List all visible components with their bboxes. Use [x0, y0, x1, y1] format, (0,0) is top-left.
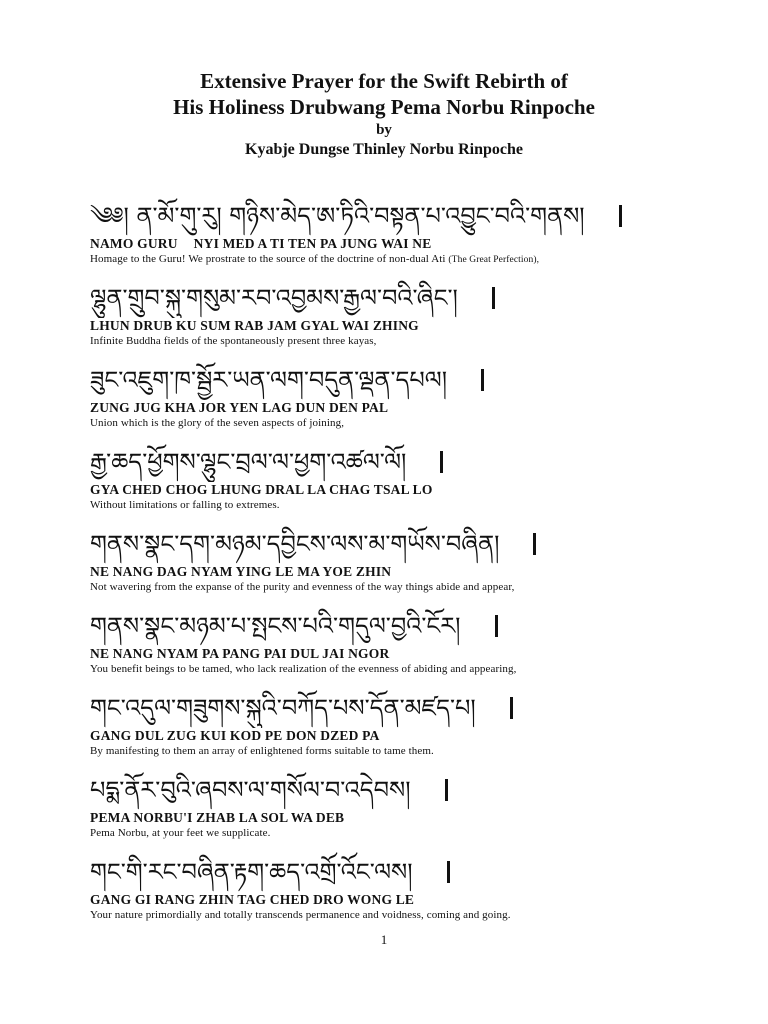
tibetan-line: [90, 356, 710, 400]
tsheg-bar-mark: [492, 287, 495, 309]
tsheg-bar-mark: [447, 861, 450, 883]
tibetan-line: [90, 274, 710, 318]
document-header: [0, 68, 768, 160]
english-translation: Your nature primordially and totally transcends permanence and voidness, coming and going.: [90, 909, 511, 921]
title-line-2: His Holiness Drubwang Pema Norbu Rinpoche: [173, 95, 595, 119]
tibetan-line: [90, 520, 710, 564]
english-translation: Union which is the glory of the seven aspects of joining,: [90, 417, 345, 429]
tibetan-text: གང་འདུལ་གཟུགས་སྐུའི་བཀོད་པས་དོན་མཛད་པ།: [90, 693, 476, 722]
tsheg-bar-mark: [495, 615, 498, 637]
transliteration: GANG GI RANG ZHIN TAG CHED DRO WONG LE: [90, 892, 415, 907]
transliteration: GANG DUL ZUG KUI KOD PE DON DZED PA: [90, 728, 380, 743]
tibetan-line: [90, 438, 710, 482]
transliteration: NE NANG NYAM PA PANG PAI DUL JAI NGOR: [90, 646, 390, 661]
transliteration: LHUN DRUB KU SUM RAB JAM GYAL WAI ZHING: [90, 318, 419, 333]
verse-4: [90, 438, 710, 520]
tibetan-text: ཟུང་འཇུག་ཁ་སྦྱོར་ཡན་ལག་བདུན་ལྡན་དཔལ།: [90, 365, 448, 394]
transliteration: GYA CHED CHOG LHUNG DRAL LA CHAG TSAL LO: [90, 482, 433, 497]
english-text: Homage to the Guru! We prostrate to the source of the doctrine of non-dual Ati: [90, 253, 446, 265]
transliteration: NE NANG DAG NYAM YING LE MA YOE ZHIN: [90, 564, 392, 579]
verse-9: [90, 848, 710, 930]
transliteration: [90, 236, 710, 252]
transliteration-part-a: NAMO GURU: [90, 236, 178, 251]
verse-8: [90, 766, 710, 848]
english-translation: Without limitations or falling to extremes.: [90, 499, 280, 511]
verse-1: [90, 192, 710, 274]
transliteration-part-b: NYI MED A TI TEN PA JUNG WAI NE: [193, 236, 432, 251]
tibetan-text: པདྨ་ནོར་བུའི་ཞབས་ལ་གསོལ་བ་འདེབས།: [90, 775, 411, 804]
english-translation: Not wavering from the expanse of the purity and evenness of the way things abide and appear,: [90, 581, 515, 593]
tibetan-line: [90, 766, 710, 810]
by-line: by: [376, 122, 392, 138]
verse-2: [90, 274, 710, 356]
english-note: (The Great Perfection),: [448, 255, 540, 265]
verse-7: [90, 684, 710, 766]
verse-5: [90, 520, 710, 602]
tibetan-text: གང་གི་རང་བཞིན་རྟག་ཆད་འགྲོ་འོང་ལས།: [90, 857, 413, 886]
title-line-1: Extensive Prayer for the Swift Rebirth of: [200, 69, 568, 93]
tibetan-text: རྒྱ་ཆད་ཕྱོགས་ལྷུང་བྲལ་ལ་ཕྱག་འཚལ་ལོ།: [90, 447, 407, 476]
tsheg-bar-mark: [510, 697, 513, 719]
tsheg-bar-mark: [445, 779, 448, 801]
tibetan-text: གནས་སྣང་དག་མཉམ་དབྱིངས་ལས་མ་གཡོས་བཞིན།: [90, 529, 500, 558]
tibetan-text: གནས་སྣང་མཉམ་པ་སྤངས་པའི་གདུལ་བྱའི་ངོར།: [90, 611, 461, 640]
tibetan-text: ༄༅། ན་མོ་གུ་རུ། གཉིས་མེད་ཨ་ཏིའི་བསྟན་པ་འབྱུང་བའི་གནས།: [90, 201, 585, 230]
tsheg-bar-mark: [533, 533, 536, 555]
tibetan-line: [90, 602, 710, 646]
english-translation: By manifesting to them an array of enlightened forms suitable to tame them.: [90, 745, 434, 757]
tibetan-text: ལྷུན་གྲུབ་སྐུ་གསུམ་རབ་འབྱམས་རྒྱལ་བའི་ཞིང་།: [90, 283, 458, 312]
tsheg-bar-mark: [481, 369, 484, 391]
verse-6: [90, 602, 710, 684]
transliteration: PEMA NORBU'I ZHAB LA SOL WA DEB: [90, 810, 345, 825]
english-translation: You benefit beings to be tamed, who lack realization of the evenness of abiding and appearing,: [90, 663, 517, 675]
prayer-verses: [90, 192, 710, 930]
english-translation: Infinite Buddha fields of the spontaneously present three kayas,: [90, 335, 377, 347]
english-translation: [90, 252, 710, 268]
tibetan-line: [90, 684, 710, 728]
english-translation: Pema Norbu, at your feet we supplicate.: [90, 827, 271, 839]
author-line: Kyabje Dungse Thinley Norbu Rinpoche: [245, 141, 523, 158]
page-number: 1: [380, 932, 388, 947]
tibetan-line: [90, 848, 710, 892]
transliteration: ZUNG JUG KHA JOR YEN LAG DUN DEN PAL: [90, 400, 389, 415]
tibetan-line: [90, 192, 710, 236]
tsheg-bar-mark: [619, 205, 622, 227]
tsheg-bar-mark: [440, 451, 443, 473]
verse-3: [90, 356, 710, 438]
